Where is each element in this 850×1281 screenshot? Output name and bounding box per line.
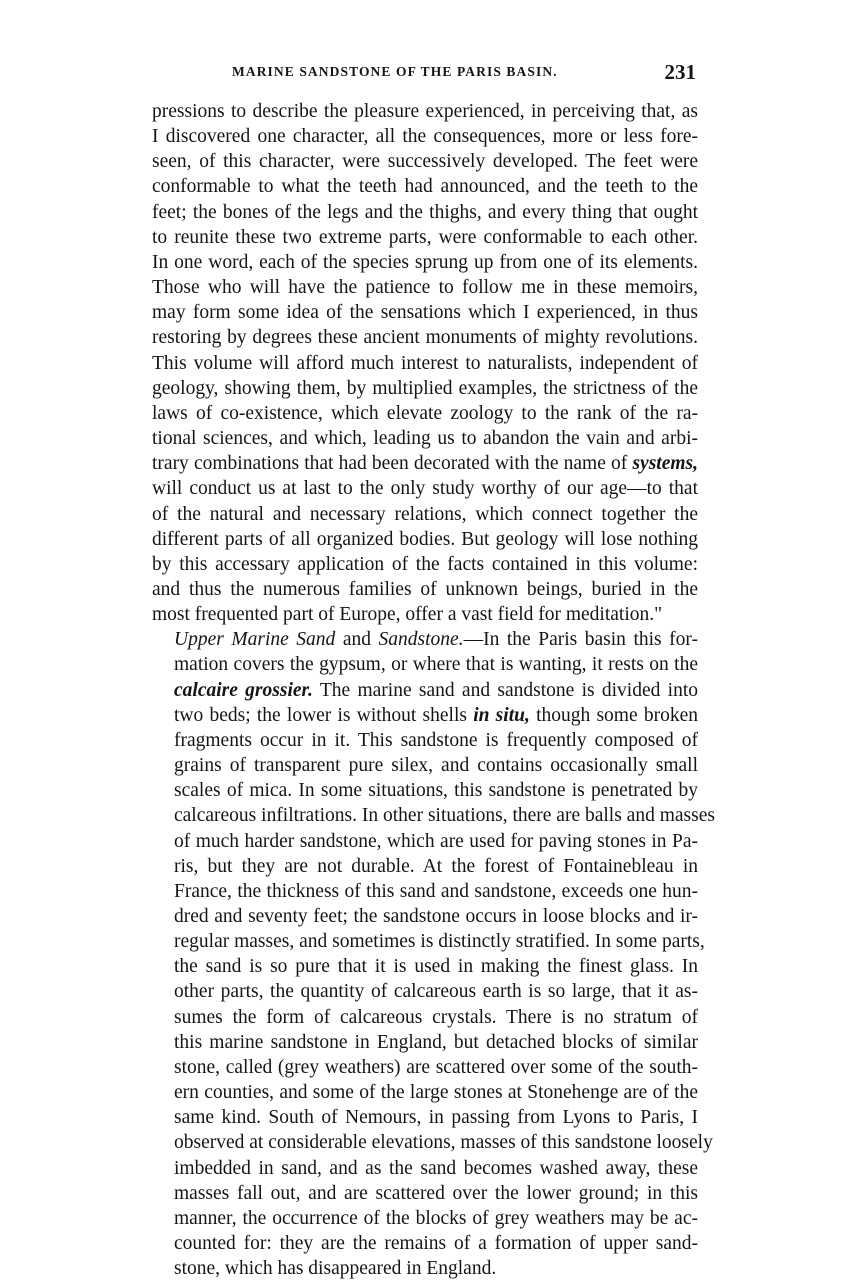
- text-line: mation covers the gypsum, or where that is wanting, it rests on the: [174, 654, 698, 676]
- body-text: [152, 99, 715, 1281]
- text-line: masses fall out, and are scattered over the lower ground; in this: [174, 1182, 698, 1204]
- text-line: In one word, each of the species sprung up from one of its elements.: [152, 251, 698, 273]
- text-line: calcareous infiltrations. In other situations, there are balls and masses: [174, 805, 715, 827]
- text-line: may form some idea of the sensations which I experienced, in thus: [152, 302, 698, 324]
- text-line: sumes the form of calcareous crystals. There is no stratum of: [174, 1006, 698, 1028]
- text-line: [152, 678, 698, 703]
- text-line: grains of transparent pure silex, and contains occasionally small: [174, 755, 698, 777]
- text-line: fragments occur in it. This sandstone is frequently composed of: [174, 729, 698, 751]
- text-line: other parts, the quantity of calcareous earth is so large, that it as-: [174, 981, 698, 1003]
- section-heading-upper-marine-sand: Upper Marine Sand: [174, 629, 336, 651]
- page-number: 231: [664, 60, 696, 84]
- text-line: scales of mica. In some situations, this sandstone is penetrated by: [174, 780, 698, 802]
- text-line: pressions to describe the pleasure experienced, in perceiving that, as: [152, 101, 698, 122]
- text-line: This volume will afford much interest to naturalists, independent of: [152, 352, 698, 374]
- italic-term-systems: systems,: [632, 453, 698, 475]
- text-line: of much harder sandstone, which are used for paving stones in Pa-: [174, 830, 698, 852]
- text-line: conformable to what the teeth had announced, and the teeth to the: [152, 176, 698, 198]
- text-run: two beds; the lower is without shells: [174, 704, 474, 726]
- text-line: tional sciences, and which, leading us to abandon the vain and arbi-: [152, 428, 698, 450]
- text-line: Those who will have the patience to follow me in these memoirs,: [152, 277, 698, 299]
- text-line: France, the thickness of this sand and sandstone, exceeds one hun-: [174, 880, 698, 902]
- text-line: geology, showing them, by multiplied examples, the strictness of the: [152, 377, 698, 399]
- text-line: counted for: they are the remains of a formation of upper sand-: [174, 1233, 698, 1255]
- paragraph-upper-marine-sand: [152, 627, 715, 1281]
- text-line: stone, called (grey weathers) are scattered over some of the south-: [174, 1056, 698, 1078]
- book-page: [152, 60, 715, 1281]
- text-line: manner, the occurrence of the blocks of grey weathers may be ac-: [174, 1207, 698, 1229]
- text-line: [152, 451, 698, 476]
- text-line: the sand is so pure that it is used in making the finest glass. In: [174, 956, 698, 978]
- running-title: MARINE SANDSTONE OF THE PARIS BASIN.: [232, 64, 558, 79]
- text-run: The marine sand and sandstone is divided into: [312, 679, 698, 701]
- text-line: ern counties, and some of the large stones at Stonehenge are of the: [174, 1082, 698, 1104]
- text-line: stone, which has disappeared in England.: [174, 1258, 497, 1280]
- text-line: different parts of all organized bodies. But geology will lose nothing: [152, 528, 698, 550]
- text-line: same kind. South of Nemours, in passing from Lyons to Paris, I: [174, 1107, 698, 1129]
- text-line: laws of co-existence, which elevate zoology to the rank of the ra-: [152, 402, 698, 424]
- running-header: [152, 62, 698, 90]
- text-line: most frequented part of Europe, offer a vast field for meditation.": [152, 604, 663, 626]
- text-line: by this accessary application of the facts contained in this volume:: [152, 553, 698, 575]
- text-line: restoring by degrees these ancient monuments of mighty revolutions.: [152, 327, 698, 349]
- text-run: —In the Paris basin this for-: [463, 629, 699, 651]
- text-line: of the natural and necessary relations, which connect together the: [152, 503, 698, 525]
- paragraph-quoted-memoir: [152, 99, 698, 627]
- text-line: [152, 703, 698, 728]
- text-line: observed at considerable elevations, masses of this sandstone loosely: [174, 1132, 713, 1154]
- text-line: to reunite these two extreme parts, were conformable to each other.: [152, 226, 698, 248]
- text-line: imbedded in sand, and as the sand becomes washed away, these: [174, 1157, 698, 1179]
- text-line: will conduct us at last to the only study worthy of our age—to that: [152, 478, 698, 500]
- text-line: seen, of this character, were successively developed. The feet were: [152, 151, 698, 173]
- text-line: feet; the bones of the legs and the thighs, and every thing that ought: [152, 201, 698, 223]
- italic-term-calcaire-grossier: calcaire grossier.: [174, 679, 313, 701]
- text-line: and thus the numerous families of unknown beings, buried in the: [152, 578, 698, 600]
- text-line: this marine sandstone in England, but detached blocks of similar: [174, 1031, 698, 1053]
- text-line: I discovered one character, all the consequences, more or less fore-: [152, 126, 698, 148]
- text-line: regular masses, and sometimes is distinctly stratified. In some parts,: [174, 931, 705, 953]
- text-run: though some broken: [529, 704, 698, 726]
- text-run: and: [335, 629, 379, 651]
- section-heading-sandstone: Sandstone.: [378, 629, 464, 651]
- text-line: dred and seventy feet; the sandstone occurs in loose blocks and ir-: [174, 906, 698, 927]
- text-run: trary combinations that had been decorated with the name of: [152, 453, 633, 475]
- text-line: ris, but they are not durable. At the forest of Fontainebleau in: [174, 855, 698, 877]
- text-line: [152, 627, 698, 652]
- italic-term-in-situ: in situ,: [473, 704, 530, 726]
